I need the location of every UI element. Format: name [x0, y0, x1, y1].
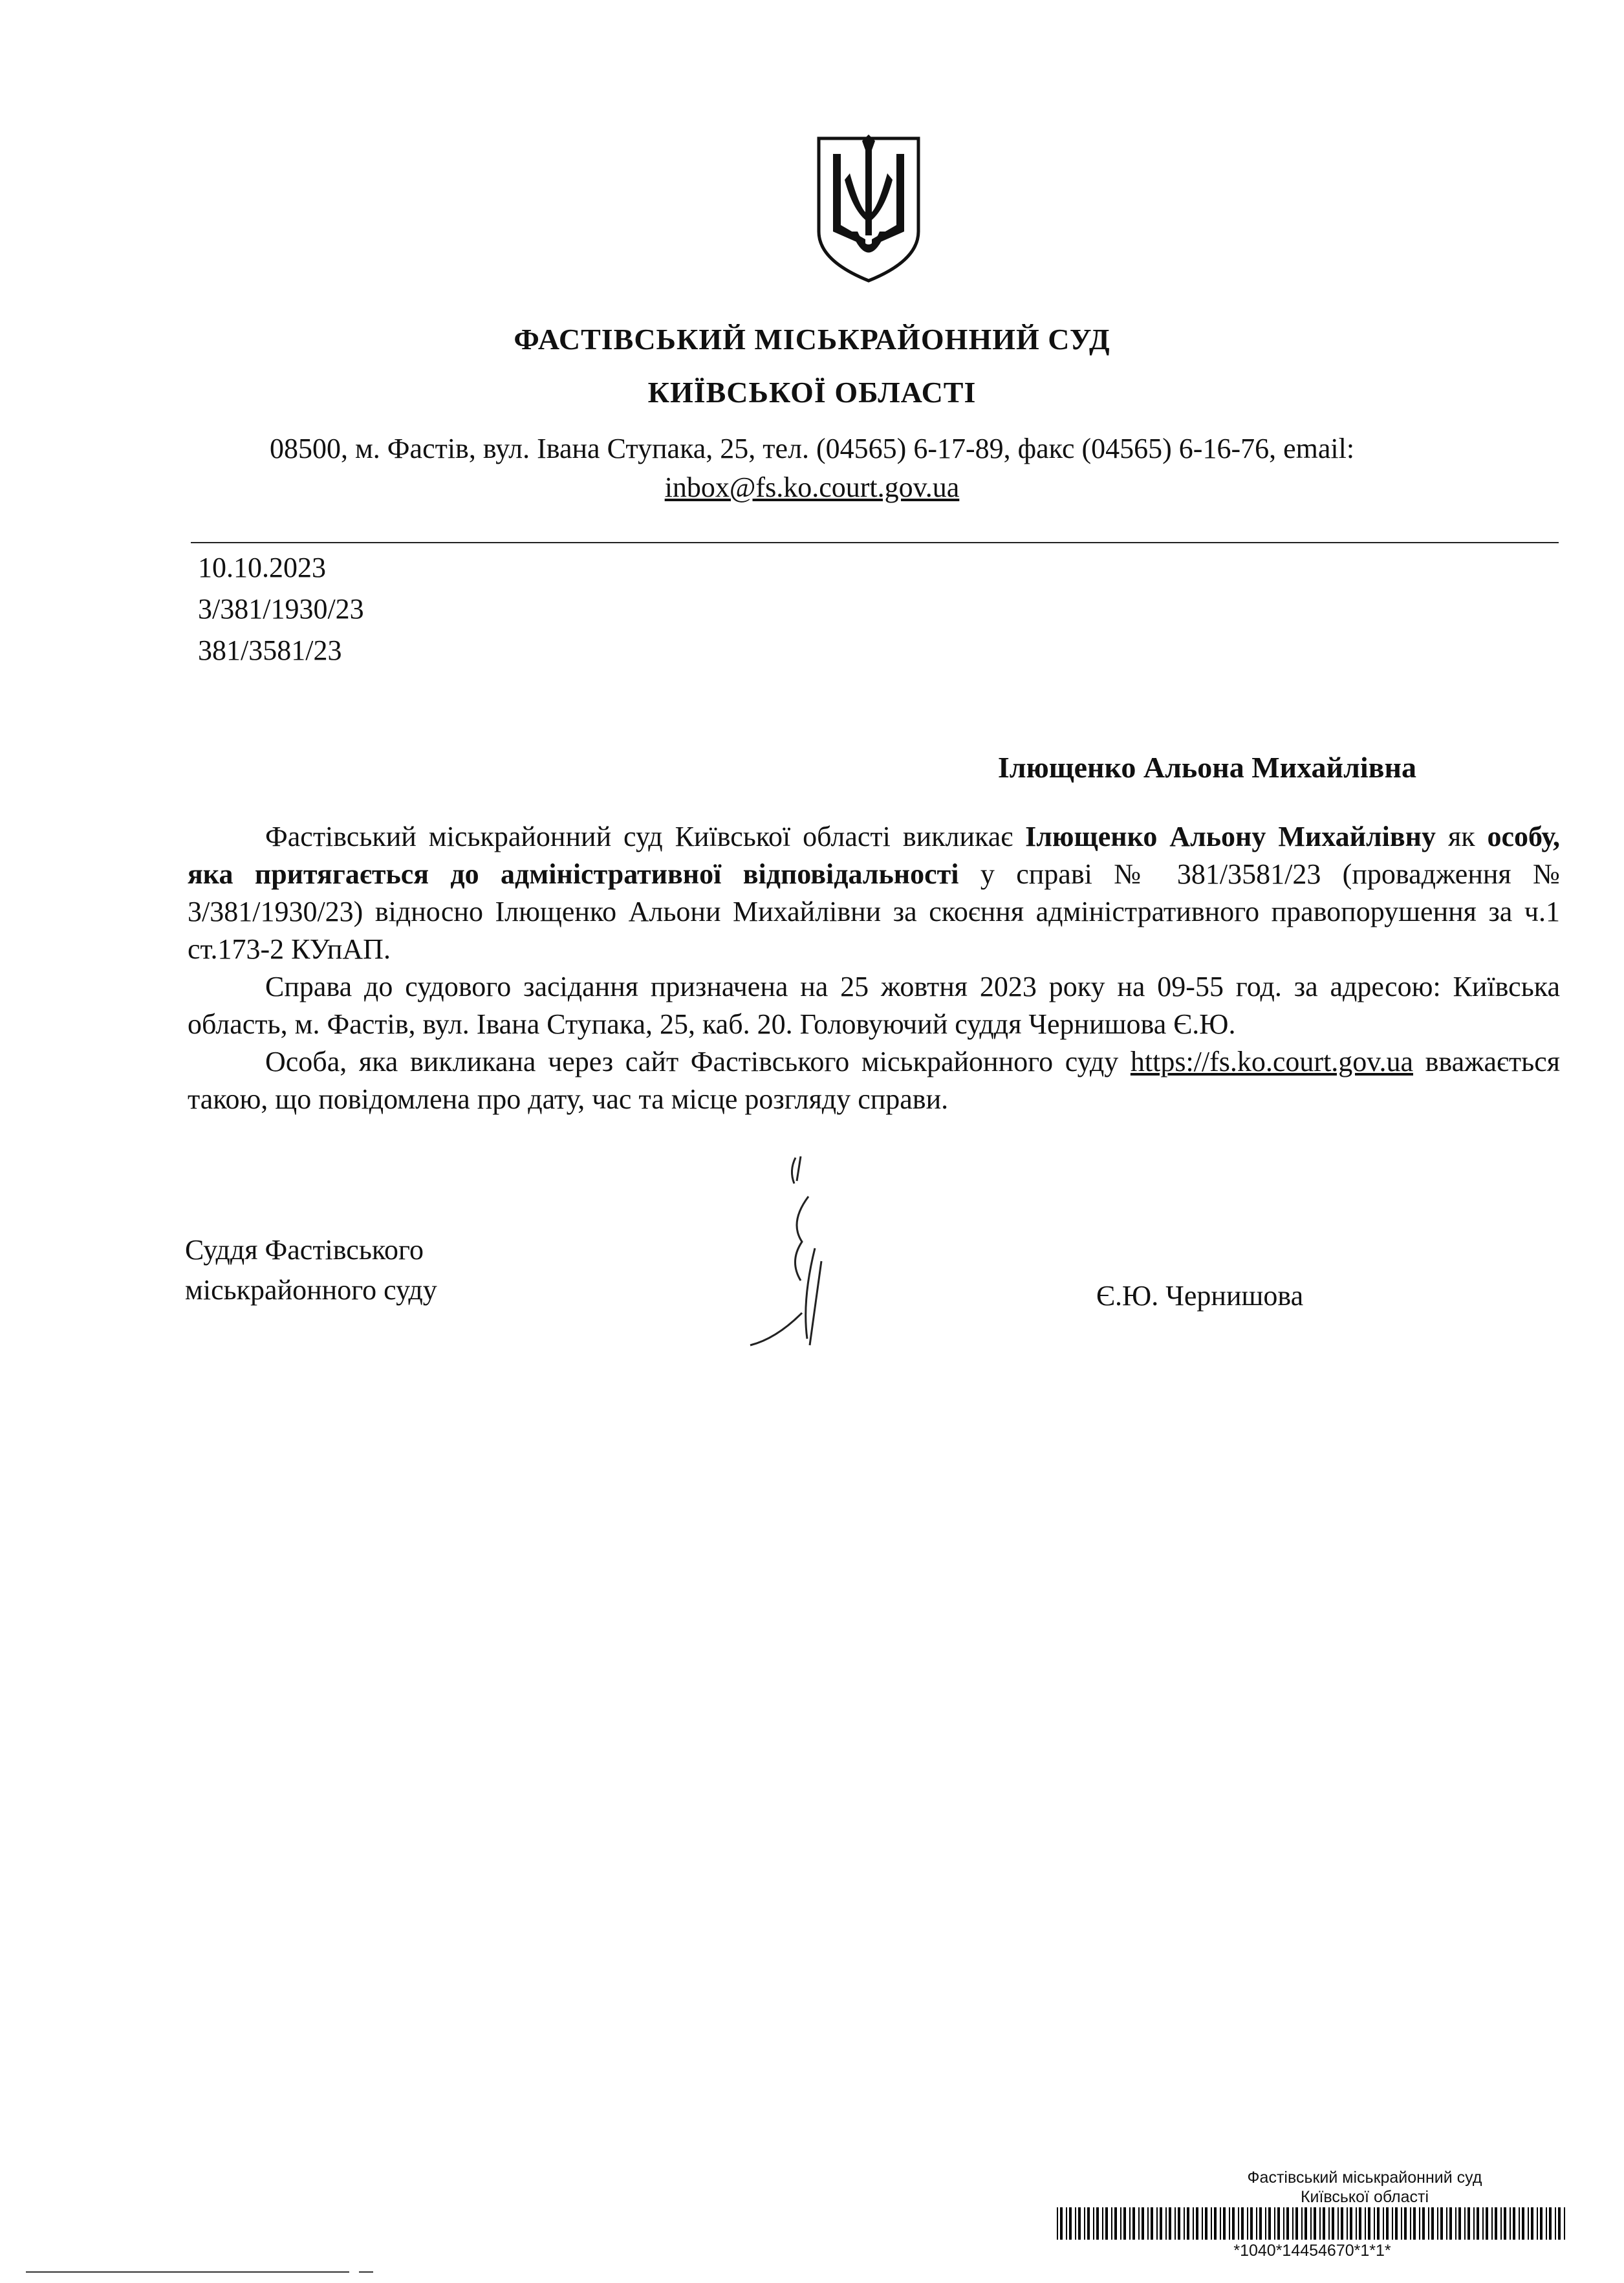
footer-line — [26, 2271, 349, 2273]
barcode — [1057, 2207, 1568, 2240]
court-address: 08500, м. Фастів, вул. Івана Ступака, 25, тел. (04565) 6-17-89, факс (04565) 6-16-76, email: — [269, 433, 1355, 464]
barcode-number: *1040*14454670*1*1* — [1233, 2242, 1391, 2260]
case-number: 381/3581/23 — [198, 634, 342, 666]
document-meta — [198, 547, 364, 671]
summons-body — [188, 818, 1560, 1118]
court-email-link[interactable]: inbox@fs.ko.court.gov.ua — [664, 471, 960, 503]
addressee-name: Ілющенко Альона Михайлівна — [997, 751, 1416, 784]
proceeding-number: 3/381/1930/23 — [198, 593, 364, 625]
court-name-line1: ФАСТІВСЬКИЙ МІСЬКРАЙОННИЙ СУД — [514, 323, 1110, 356]
stamp-court-line2: Київської області — [1300, 2188, 1429, 2206]
footer-line-short — [359, 2271, 373, 2273]
header-divider — [191, 542, 1559, 543]
stamp-court-line1: Фастівський міськрайонний суд — [1247, 2169, 1482, 2187]
court-name-line2: КИЇВСЬКОЇ ОБЛАСТІ — [647, 376, 977, 409]
judge-title: Суддя Фастівського міськрайонного суду — [185, 1234, 437, 1306]
summons-paragraph-2: Справа до судового засідання призначена на 25 жовтня 2023 року на 09-55 год. за адресою: Київська область, м. Фастів, вул. Івана Ступака, 25, каб. 20. Головуючий суддя Чернишова Є.Ю. — [188, 971, 1560, 1040]
judge-name: Є.Ю. Чернишова — [1096, 1280, 1304, 1312]
summons-paragraph-1: Фастівський міськрайонний суд Київської області викликає Ілющенко Альону Михайлівну як особу, яка притягається до адміністративної відповідальності у справі № 381/3581/23 (провадження № 3/381/1930/23) відносно Ілющенко Альони Михайлівни за скоєння адміністративного правопорушення за ч.1 ст.173-2 КУпАП. — [188, 821, 1560, 965]
handwritten-signature — [724, 1151, 854, 1358]
trident-coat-of-arms-icon — [814, 135, 924, 285]
summons-paragraph-3: Особа, яка викликана через сайт Фастівського міськрайонного суду https://fs.ko.court.gov.ua вважається такою, що повідомлена про дату, час та місце розгляду справи. — [188, 1046, 1560, 1115]
document-date: 10.10.2023 — [198, 552, 326, 583]
court-website-link[interactable]: https://fs.ko.court.gov.ua — [1130, 1046, 1413, 1077]
